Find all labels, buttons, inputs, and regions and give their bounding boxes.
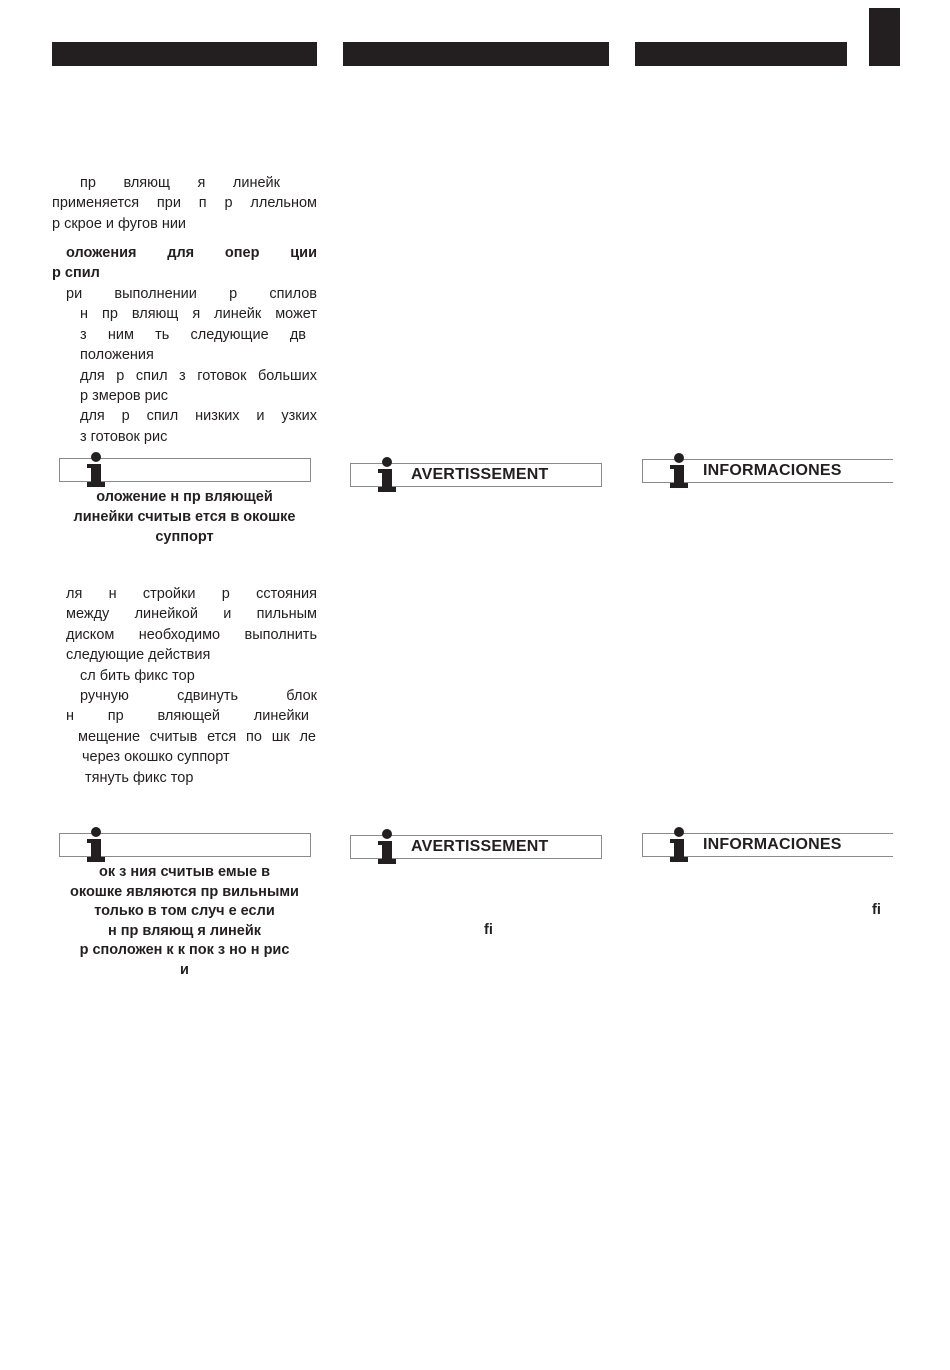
heading-line: р спил [52,265,100,282]
fi-fragment-middle: fi [484,922,493,938]
adjust-paragraph [52,584,317,788]
text-line: з готовок рис [80,428,168,445]
info-i-icon [375,457,399,493]
info-i-icon [667,827,691,863]
intro-paragraph [52,173,317,234]
text-line: сл бить фикс тор [80,667,195,684]
note-line: суппорт [155,528,214,545]
note-line: линейки считыв ется в окошке [73,508,296,525]
fi-fragment-right: fi [872,902,881,918]
note-line: ок з ния считыв емые в [99,864,270,880]
text-line: для р спил з готовок больших [80,367,317,384]
text-line: р змеров рис [80,388,169,405]
note-line: н пр вляющ я линейк [107,922,262,939]
heading-line: оложения для опер ции [66,245,317,261]
note-line: только в том случ е если [94,903,275,920]
note-2-text [52,863,317,981]
text-line: пр вляющ я линейк [80,175,280,191]
note-line: и [180,961,189,978]
note-line: оложение н пр вляющей [96,489,273,505]
avertissement-label: AVERTISSEMENT [411,838,549,855]
note-line: р сположен к к пок з но н рис [79,942,290,959]
positions-paragraph [52,284,317,447]
header-bar-right [635,42,847,66]
text-line: н пр вляющ я линейк может [80,306,317,323]
info-i-icon [667,453,691,489]
text-line: н пр вляющей линейки [66,708,309,725]
text-line: ри выполнении р спилов [66,286,317,302]
text-line: р скрое и фугов нии [52,215,187,232]
page-tab-marker [869,8,900,66]
text-line: ручную сдвинуть блок [80,688,317,705]
text-line: следующие действия [66,647,211,664]
header-bar-middle [343,42,609,66]
text-line: мещение считыв ется по шк ле [78,728,316,745]
text-line: тянуть фикс тор [85,769,194,786]
info-i-icon [84,452,108,488]
text-line: ля н стройки р сстояния [66,586,317,602]
info-i-icon [375,829,399,865]
text-line: з ним ть следующие дв [80,326,306,343]
text-line: диском необходимо выполнить [66,626,317,643]
informaciones-label: INFORMACIONES [703,836,842,853]
text-line: применяется при п р ллельном [52,195,317,212]
text-line: положения [80,347,154,364]
section-heading [52,243,317,284]
info-i-icon [84,827,108,863]
text-line: для р спил низких и узких [80,408,317,425]
avertissement-label: AVERTISSEMENT [411,466,549,483]
text-line: через окошко суппорт [82,749,230,766]
note-line: окошке являются пр вильными [70,883,299,900]
text-line: между линейкой и пильным [66,606,317,623]
informaciones-label: INFORMACIONES [703,462,842,479]
header-bar-left [52,42,317,66]
note-1-text [52,488,317,547]
